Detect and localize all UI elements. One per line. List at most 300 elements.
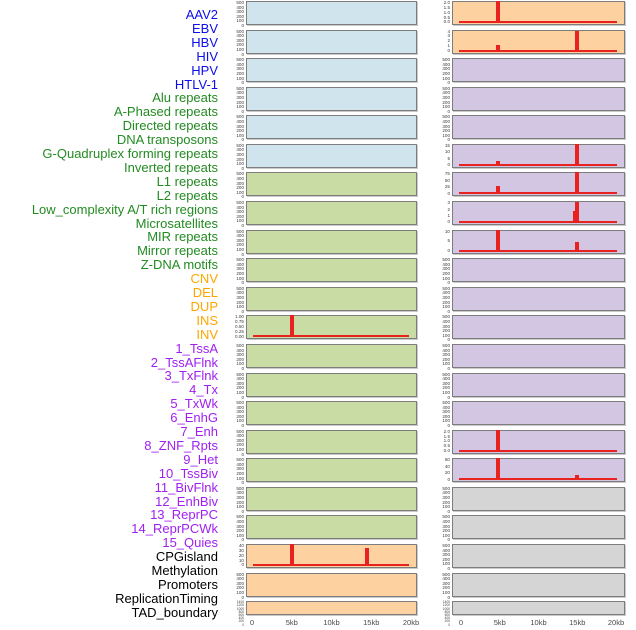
y-tick-label: 300 [236,380,244,386]
y-axis-ticks [406,458,450,482]
y-axis-ticks [200,228,244,257]
y-tick-label: 200 [236,299,244,305]
y-tick-label: 200 [442,556,450,562]
red-baseline [459,50,617,52]
track-label: CPGisland [155,549,218,565]
y-tick-label: 100 [236,275,244,281]
x-tick-label: 0 [249,618,255,627]
y-tick-label: 100 [236,189,244,195]
y-tick-label: 100 [236,46,244,52]
y-axis-ticks [200,485,244,514]
y-tick-label: 0 [241,137,244,143]
track-label: 1_TssA [175,340,218,356]
y-axis-ticks [200,114,244,143]
y-tick-label: 2.0 [443,0,450,5]
y-tick-label: 500 [236,342,244,348]
y-tick-label: 1400 [236,600,244,605]
y-tick-label: 0 [241,508,244,514]
y-tick-label: 300 [236,66,244,72]
y-tick-label: 500 [236,514,244,520]
y-tick-label: 0 [241,165,244,171]
y-tick-label: 200 [236,42,244,48]
y-tick-label: 1400 [442,600,450,605]
y-tick-label: 200 [236,413,244,419]
y-tick-label: 400 [236,347,244,353]
x-tick-label: 15kb [363,618,380,627]
y-tick-label: 100 [236,532,244,538]
y-tick-label: 200 [236,156,244,162]
y-tick-label: 200 [236,385,244,391]
track-label: 14_ReprPCWk [131,521,218,537]
y-tick-label: 10 [444,149,450,155]
y-tick-label: 200 [442,271,450,276]
panel-right [452,172,625,196]
y-tick-label: 0 [447,80,450,86]
y-tick-label: 100 [442,132,450,138]
y-tick-label: 0 [241,451,244,457]
y-axis-ticks [200,0,244,28]
panel-left [246,401,417,425]
y-tick-label: 400 [442,118,450,124]
y-tick-label: 400 [236,490,244,496]
y-tick-label: 500 [442,485,450,491]
track-label: 9_Het [183,451,218,467]
y-tick-label: 800 [238,609,244,614]
y-tick-label: 2 [447,206,450,212]
red-baseline [253,564,409,566]
red-baseline [459,450,617,452]
y-tick-label: 400 [236,204,244,210]
y-tick-label: 0.5 [443,443,450,449]
spike-bar [290,315,294,337]
panel-left [246,601,417,615]
track-label: TAD_boundary [131,604,218,620]
track-label: 2_TssAFlnk [150,354,218,370]
y-tick-label: 0.50 [235,324,244,330]
y-tick-label: 300 [442,66,450,72]
y-tick-label: 500 [442,85,450,91]
track-label: HIV [196,48,218,64]
y-tick-label: 500 [236,485,244,491]
y-axis-ticks [406,57,450,86]
spike-bar [575,242,579,252]
panel-right [452,601,625,615]
y-tick-label: 500 [442,371,450,377]
track-label: Methylation [151,563,218,578]
y-tick-label: 500 [236,371,244,377]
y-tick-label: 100 [236,304,244,310]
y-tick-label: 0 [447,108,450,114]
y-tick-label: 100 [442,418,450,424]
panel-right [452,458,625,482]
y-tick-label: 800 [444,609,450,614]
y-axis-ticks [200,315,244,339]
y-tick-label: 300 [236,437,244,443]
y-tick-label: 200 [236,528,244,534]
y-tick-label: 100 [442,275,450,281]
y-tick-label: 200 [442,499,450,505]
y-axis-ticks [200,600,244,627]
y-tick-label: 300 [442,580,450,586]
y-tick-label: 100 [236,389,244,395]
y-tick-label: 200 [236,499,244,505]
x-tick-label: 20kb [402,618,420,627]
y-tick-label: 0 [241,108,244,114]
y-tick-label: 500 [236,428,244,434]
panel-right [452,287,625,311]
y-tick-label: 100 [236,589,244,595]
y-tick-label: 500 [236,142,244,148]
panel-left [246,87,417,111]
y-tick-label: 1.0 [443,9,450,15]
x-tick-label: 5kb [493,618,506,627]
y-tick-label: 10 [238,557,244,563]
y-tick-label: 400 [444,616,450,621]
y-tick-label: 1 [447,43,450,49]
y-tick-label: 0 [241,423,244,429]
track-label: 11_BivFlnk [154,479,218,495]
track-label: DEL [192,285,218,300]
y-tick-label: 100 [236,418,244,424]
y-tick-label: 100 [442,332,450,338]
panel-left [246,458,417,482]
spike-bar [575,144,579,166]
y-tick-label: 0 [447,219,450,225]
y-tick-label: 300 [236,580,244,586]
track-label: DNA transposons [116,132,218,148]
track-label: 13_ReprPC [150,507,218,523]
y-tick-label: 0 [447,565,450,571]
y-axis-ticks [406,1,450,25]
y-tick-label: 400 [236,433,244,439]
y-tick-label: 0 [241,22,244,28]
y-tick-label: 40 [444,463,450,469]
y-tick-label: 0 [447,508,450,514]
panel-left [246,344,417,368]
y-tick-label: 0.5 [443,14,450,20]
panel-right [452,87,625,111]
y-tick-label: 0 [447,394,450,400]
track-label: DUP [190,298,218,314]
panel-left [246,373,417,397]
y-tick-label: 5 [447,238,450,244]
y-tick-label: 200 [236,585,244,591]
y-tick-label: 0 [447,280,450,286]
red-baseline [459,221,617,223]
y-tick-label: 400 [236,176,244,182]
y-tick-label: 200 [442,585,450,591]
panel-right [452,258,625,282]
y-tick-label: 500 [236,171,244,177]
panel-left [246,30,417,54]
y-tick-label: 300 [442,495,450,501]
x-tick-label: 10kb [530,618,547,627]
y-tick-label: 100 [236,161,244,167]
y-tick-label: 100 [442,304,450,310]
y-tick-label: 100 [442,589,450,595]
y-tick-label: 200 [236,471,244,477]
y-tick-label: 100 [236,504,244,510]
y-axis-ticks [406,314,450,343]
y-tick-label: 300 [236,237,244,243]
panel-left [246,58,417,82]
y-tick-label: 0 [241,51,244,57]
y-tick-label: 300 [236,352,244,358]
y-tick-label: 100 [442,75,450,81]
panel-left [246,115,417,139]
y-axis-ticks [200,457,244,486]
y-tick-label: 5 [447,155,450,161]
y-tick-label: 100 [236,361,244,367]
panel-left [246,487,417,511]
red-baseline [459,478,617,480]
y-tick-label: 300 [236,495,244,501]
y-tick-label: 200 [442,99,450,105]
y-tick-label: 500 [442,400,450,406]
track-label: HBV [191,34,218,50]
y-tick-label: 100 [442,532,450,538]
y-tick-label: 400 [442,576,450,582]
spike-bar [575,31,579,52]
y-tick-label: 200 [236,271,244,276]
y-tick-label: 50 [444,177,450,183]
y-tick-label: 500 [236,285,244,291]
red-baseline [459,192,617,194]
y-tick-label: 400 [236,147,244,153]
y-tick-label: 500 [442,543,450,549]
y-tick-label: 400 [442,547,450,553]
y-tick-label: 500 [236,400,244,406]
track-label: 12_EnhBiv [155,493,218,509]
y-axis-ticks [406,201,450,225]
y-tick-label: 300 [236,94,244,100]
y-tick-label: 3 [447,33,450,39]
track-label: Directed repeats [122,118,218,134]
y-tick-label: 500 [442,285,450,291]
y-tick-label: 0 [241,365,244,371]
y-tick-label: 100 [442,504,450,510]
track-label: 8_ZNF_Rpts [144,437,218,453]
y-axis-ticks [200,342,244,371]
y-tick-label: 200 [236,99,244,105]
y-tick-label: 3 [447,200,450,206]
x-tick-label: 20kb [607,618,625,627]
y-tick-label: 400 [236,33,244,39]
y-tick-label: 300 [442,94,450,100]
y-tick-label: 200 [442,356,450,362]
track-label: Z-DNA motifs [140,257,218,273]
y-tick-label: 200 [236,128,244,134]
y-tick-label: 500 [236,200,244,206]
y-tick-label: 100 [442,561,450,567]
panel-right [452,30,625,54]
y-tick-label: 400 [442,318,450,324]
y-tick-label: 400 [442,519,450,525]
y-tick-label: 400 [236,61,244,67]
y-tick-label: 400 [442,490,450,496]
y-tick-label: 200 [442,128,450,134]
y-tick-label: 400 [236,576,244,582]
y-tick-label: 400 [236,376,244,382]
y-tick-label: 200 [442,299,450,305]
y-tick-label: 2 [447,38,450,44]
y-tick-label: 300 [442,523,450,529]
y-tick-label: 0 [447,137,450,143]
track-label: L2 repeats [156,187,218,203]
y-axis-ticks [200,28,244,57]
y-tick-label: 0 [447,308,450,314]
y-axis-ticks [406,400,450,429]
y-tick-label: 400 [442,261,450,267]
y-tick-label: 300 [236,9,244,15]
y-tick-label: 300 [442,266,450,272]
y-tick-label: 20 [444,470,450,476]
x-tick-label: 10kb [323,618,340,627]
y-tick-label: 500 [442,342,450,348]
y-tick-label: 500 [236,28,244,34]
y-tick-label: 0 [241,562,244,568]
y-tick-label: 2.0 [443,428,450,434]
y-axis-ticks [406,285,450,314]
y-tick-label: 0 [447,476,450,482]
y-tick-label: 400 [236,118,244,124]
y-tick-label: 200 [236,70,244,76]
y-axis-ticks [200,142,244,171]
y-tick-label: 200 [238,619,244,624]
track-label: Mirror repeats [137,243,218,259]
y-tick-label: 500 [236,0,244,5]
track-label: AAV2 [185,7,218,22]
y-tick-label: 0 [448,622,450,627]
y-tick-label: 400 [236,519,244,525]
panel-right [452,58,625,82]
panel-left [246,172,417,196]
y-tick-label: 200 [442,328,450,334]
y-axis-ticks [200,57,244,86]
y-tick-label: 0 [447,162,450,168]
y-axis-ticks [200,571,244,600]
track-label: HTLV-1 [174,76,218,92]
panel-left [246,315,417,339]
y-tick-label: 400 [442,404,450,410]
y-tick-label: 1.00 [235,314,244,320]
panel-left [246,1,417,25]
y-tick-label: 500 [236,85,244,91]
y-tick-label: 300 [442,552,450,558]
y-tick-label: 1200 [236,603,244,608]
panel-right [452,144,625,168]
track-label: 4_Tx [189,382,218,398]
y-tick-label: 200 [236,13,244,19]
y-tick-label: 300 [236,180,244,186]
y-tick-label: 100 [442,389,450,395]
y-tick-label: 300 [236,209,244,215]
spike-bar [496,430,500,452]
panel-right [452,573,625,597]
y-tick-label: 400 [442,347,450,353]
spike-bar [496,45,500,52]
y-axis-ticks [200,171,244,200]
y-tick-label: 400 [236,90,244,96]
track-label: CNV [190,271,218,287]
track-label: 6_EnhG [170,410,218,426]
x-tick-label: 0 [458,618,464,627]
y-tick-label: 500 [442,114,450,120]
y-tick-label: 60 [444,457,450,463]
y-tick-label: 300 [442,409,450,415]
panel-left [246,258,417,282]
y-tick-label: 20 [238,552,244,558]
y-tick-label: 0.0 [443,448,450,454]
y-tick-label: 300 [442,380,450,386]
y-tick-label: 0 [241,594,244,600]
y-tick-label: 100 [236,247,244,252]
y-tick-label: 0 [242,622,244,627]
red-baseline [459,250,617,252]
y-tick-label: 400 [236,461,244,467]
y-tick-label: 1000 [236,606,244,611]
panel-right [452,515,625,539]
y-tick-label: 0 [447,47,450,53]
y-axis-ticks [200,285,244,314]
y-tick-label: 0 [241,308,244,314]
y-tick-label: 200 [442,385,450,391]
y-tick-label: 400 [236,404,244,410]
y-tick-label: 400 [238,616,244,621]
y-axis-ticks [200,514,244,543]
y-tick-label: 300 [442,352,450,358]
panel-left [246,144,417,168]
y-axis-ticks [406,371,450,400]
panel-right [452,115,625,139]
y-tick-label: 100 [236,104,244,110]
y-tick-label: 4 [447,28,450,34]
track-label: INS [196,312,218,328]
y-tick-label: 400 [236,261,244,267]
y-tick-label: 100 [236,75,244,81]
y-tick-label: 0.75 [235,319,244,325]
panel-right [452,401,625,425]
y-axis-ticks [406,144,450,168]
panel-right [452,344,625,368]
y-tick-label: 1.0 [443,438,450,444]
spike-bar [575,202,579,223]
panel-right [452,373,625,397]
y-tick-label: 500 [236,257,244,263]
y-tick-label: 0 [241,537,244,543]
y-tick-label: 1 [447,212,450,218]
y-tick-label: 1200 [442,603,450,608]
y-tick-label: 0.00 [235,333,244,339]
y-tick-label: 200 [442,70,450,76]
y-tick-label: 0 [447,248,450,254]
y-tick-label: 300 [442,123,450,129]
panel-right [452,230,625,254]
panel-right [452,544,625,568]
y-tick-label: 500 [442,257,450,263]
y-tick-label: 0 [447,337,450,343]
y-tick-label: 300 [236,37,244,43]
track-label: A-Phased repeats [113,104,218,120]
y-axis-ticks [406,571,450,600]
y-axis-ticks [406,85,450,114]
y-tick-label: 200 [444,619,450,624]
y-tick-label: 0 [241,194,244,200]
spike-bar [496,458,500,480]
y-tick-label: 15 [444,142,450,148]
y-tick-label: 300 [236,123,244,129]
y-tick-label: 100 [236,475,244,481]
